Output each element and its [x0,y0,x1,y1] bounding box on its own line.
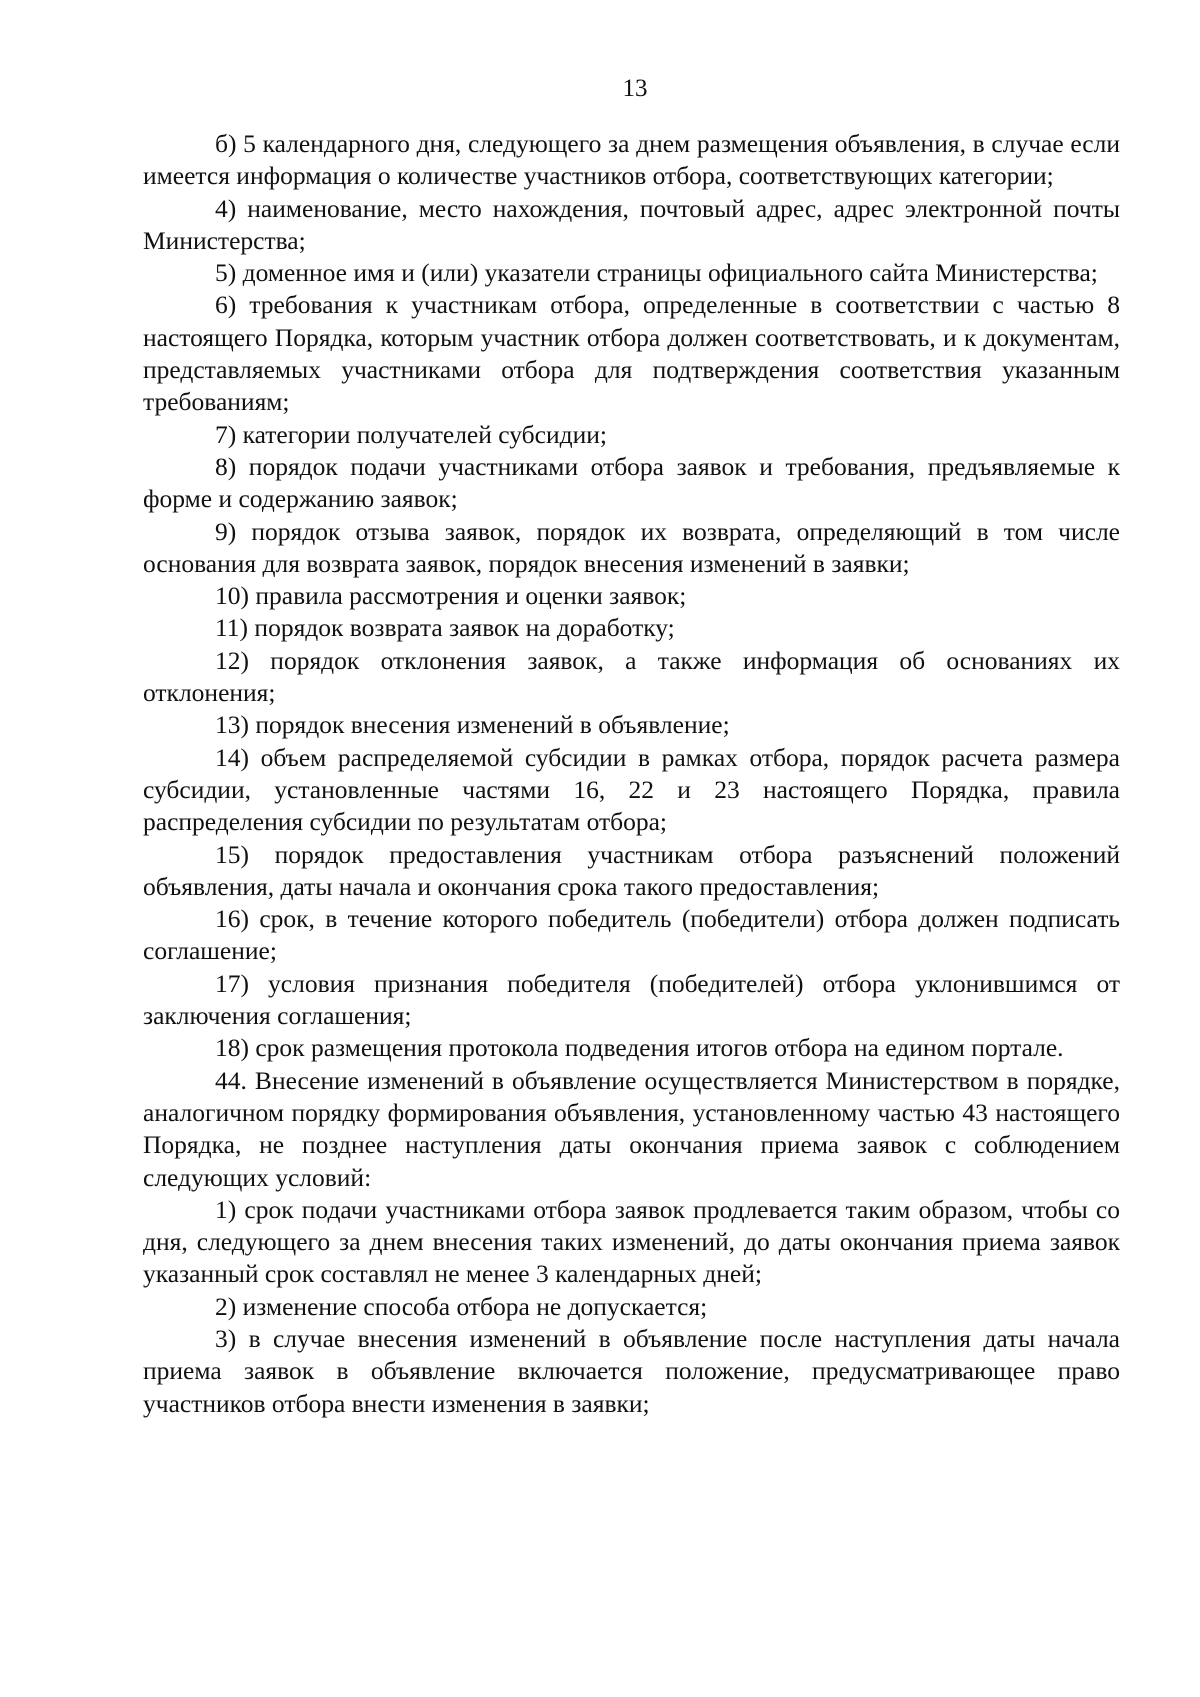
paragraph: 10) правила рассмотрения и оценки заявок; [215,581,687,611]
paragraph: 9) порядок отзыва заявок, порядок их возврата, определяющий в том числе основания для возврата заявок, порядок внесения изменений в заявки; [143,516,1120,578]
paragraph: 18) срок размещения протокола подведения итогов отбора на едином портале. [215,1033,1064,1063]
paragraph: 4) наименование, место нахождения, почтовый адрес, адрес электронной почты Министерства; [143,193,1120,255]
paragraph: 11) порядок возврата заявок на доработку; [215,613,675,643]
paragraph: 1) срок подачи участниками отбора заявок продлевается таким образом, чтобы со дня, следующего за днем внесения таких изменений, до даты окончания приема заявок указанный срок составлял не менее 3 календарных дней; [143,1194,1120,1289]
document-body [143,128,1120,1420]
paragraph: 14) объем распределяемой субсидии в рамках отбора, порядок расчета размера субсидии, установленные частями 16, 22 и 23 настоящего Порядка, правила распределения субсидии по результатам отбора; [143,742,1120,837]
paragraph: 17) условия признания победителя (победителей) отбора уклонившимся от заключения соглашения; [143,968,1120,1031]
paragraph: 6) требования к участникам отбора, определенные в соответствии с частью 8 настоящего Порядка, которым участник отбора должен соответствовать, и к документам, представляемых участниками отбора для подтверждения соответствия указанным требованиям; [143,290,1120,417]
paragraph: 13) порядок внесения изменений в объявление; [215,710,730,740]
paragraph: 15) порядок предоставления участникам отбора разъяснений положений объявления, даты начала и окончания срока такого предоставления; [143,839,1120,901]
paragraph: 12) порядок отклонения заявок, а также информация об основаниях их отклонения; [143,645,1120,708]
paragraph: б) 5 календарного дня, следующего за днем размещения объявления, в случае если имеется информация о количестве участников отбора, соответствующих категории; [143,129,1120,191]
page-number: 13 [622,75,648,102]
paragraph: 44. Внесение изменений в объявление осуществляется Министерством в порядке, аналогичном порядку формирования объявления, установленному частью 43 настоящего Порядка, не позднее наступления даты окончания приема заявок с соблюдением следующих условий: [143,1065,1120,1192]
paragraph: 16) срок, в течение которого победитель (победители) отбора должен подписать соглашение; [143,904,1120,966]
paragraph: 8) порядок подачи участниками отбора заявок и требования, предъявляемые к форме и содержанию заявок; [143,451,1120,514]
paragraph: 5) доменное имя и (или) указатели страницы официального сайта Министерства; [215,258,1098,288]
paragraph: 7) категории получателей субсидии; [215,419,607,449]
paragraph: 2) изменение способа отбора не допускается; [215,1291,708,1321]
paragraph: 3) в случае внесения изменений в объявление после наступления даты начала приема заявок в объявление включается положение, предусматривающее право участников отбора внести изменения в заявки; [143,1323,1120,1418]
